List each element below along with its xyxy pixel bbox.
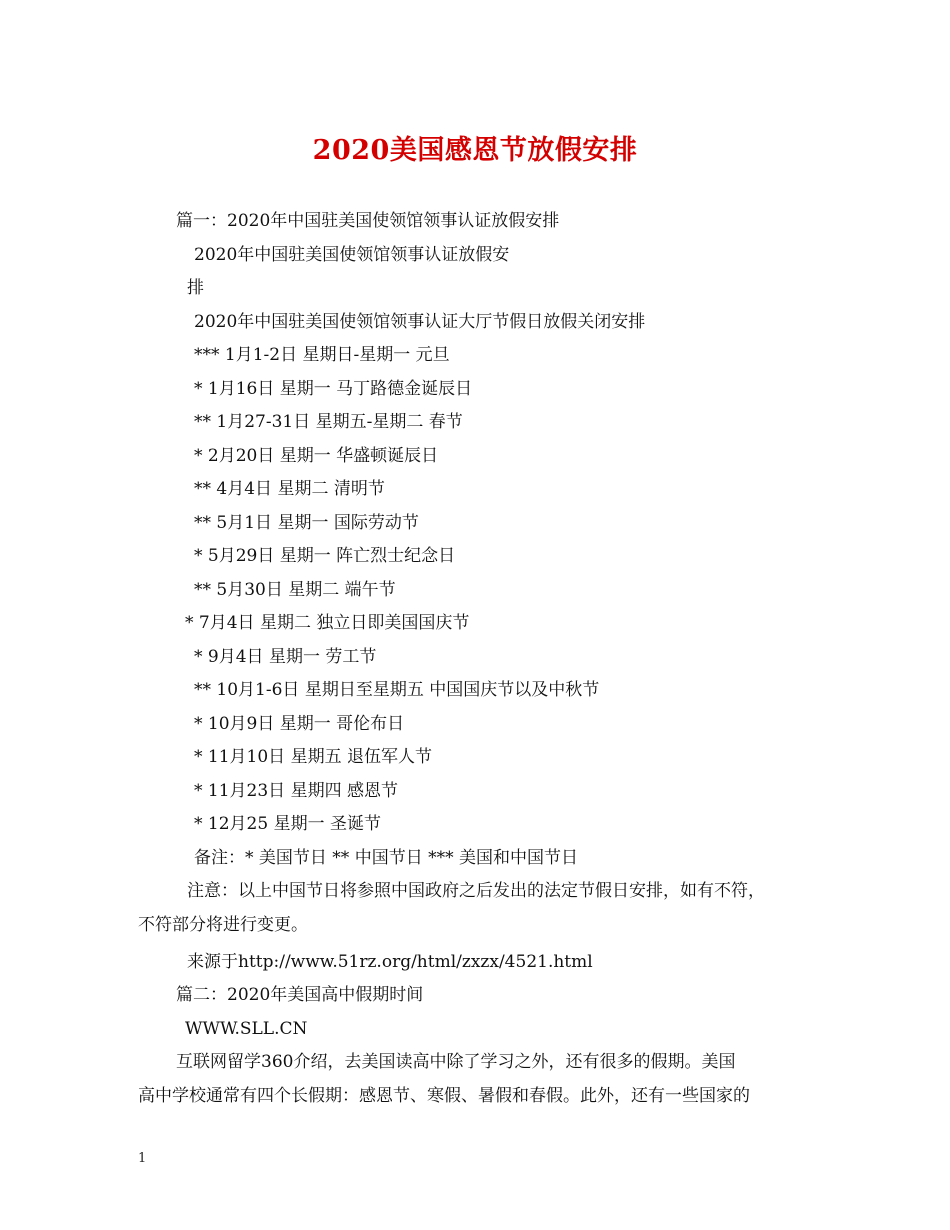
- holiday-item: ** 4月4日 星期二 清明节: [194, 479, 385, 499]
- notice-line: 注意：以上中国节日将参照中国政府之后发出的法定节假日安排，如有不符，: [187, 881, 765, 901]
- source-line: 来源于http://www.51rz.org/html/zxzx/4521.html: [187, 952, 593, 972]
- holiday-item: * 11月23日 星期四 感恩节: [194, 781, 398, 801]
- page-title: 2020美国感恩节放假安排: [312, 135, 638, 166]
- holiday-item: ** 5月1日 星期一 国际劳动节: [194, 513, 419, 533]
- text-line: 排: [187, 278, 204, 298]
- holiday-item: ** 1月27-31日 星期五-星期二 春节: [194, 412, 463, 432]
- holiday-item: * 12月25 星期一 圣诞节: [194, 814, 381, 834]
- text-line: 2020年中国驻美国使领馆领事认证放假安: [194, 245, 510, 265]
- holiday-item: ** 5月30日 星期二 端午节: [194, 580, 396, 600]
- page-number: 1: [138, 1151, 147, 1166]
- holiday-item: *** 1月1-2日 星期日-星期一 元旦: [194, 345, 450, 365]
- notice-line: 不符部分将进行变更。: [138, 915, 308, 935]
- section-heading: 篇一：2020年中国驻美国使领馆领事认证放假安排: [176, 211, 560, 231]
- holiday-item: ** 10月1-6日 星期日至星期五 中国国庆节以及中秋节: [194, 680, 600, 700]
- holiday-item: * 5月29日 星期一 阵亡烈士纪念日: [194, 546, 456, 566]
- holiday-item: * 2月20日 星期一 华盛顿诞辰日: [194, 446, 439, 466]
- holiday-item: * 1月16日 星期一 马丁路德金诞辰日: [194, 379, 473, 399]
- paragraph-line: 互联网留学360介绍，去美国读高中除了学习之外，还有很多的假期。美国: [176, 1052, 736, 1072]
- holiday-item: * 10月9日 星期一 哥伦布日: [194, 714, 405, 734]
- paragraph-line: 高中学校通常有四个长假期：感恩节、寒假、暑假和春假。此外，还有一些国家的: [138, 1086, 750, 1106]
- section-heading: 篇二：2020年美国高中假期时间: [176, 985, 424, 1005]
- legend-note: 备注：* 美国节日 ** 中国节日 *** 美国和中国节日: [194, 848, 579, 868]
- text-line: 2020年中国驻美国使领馆领事认证大厅节假日放假关闭安排: [194, 312, 646, 332]
- holiday-item: * 7月4日 星期二 独立日即美国国庆节: [185, 613, 470, 633]
- text-line: WWW.SLL.CN: [185, 1019, 308, 1039]
- holiday-item: * 9月4日 星期一 劳工节: [194, 647, 377, 667]
- holiday-item: * 11月10日 星期五 退伍军人节: [194, 747, 432, 767]
